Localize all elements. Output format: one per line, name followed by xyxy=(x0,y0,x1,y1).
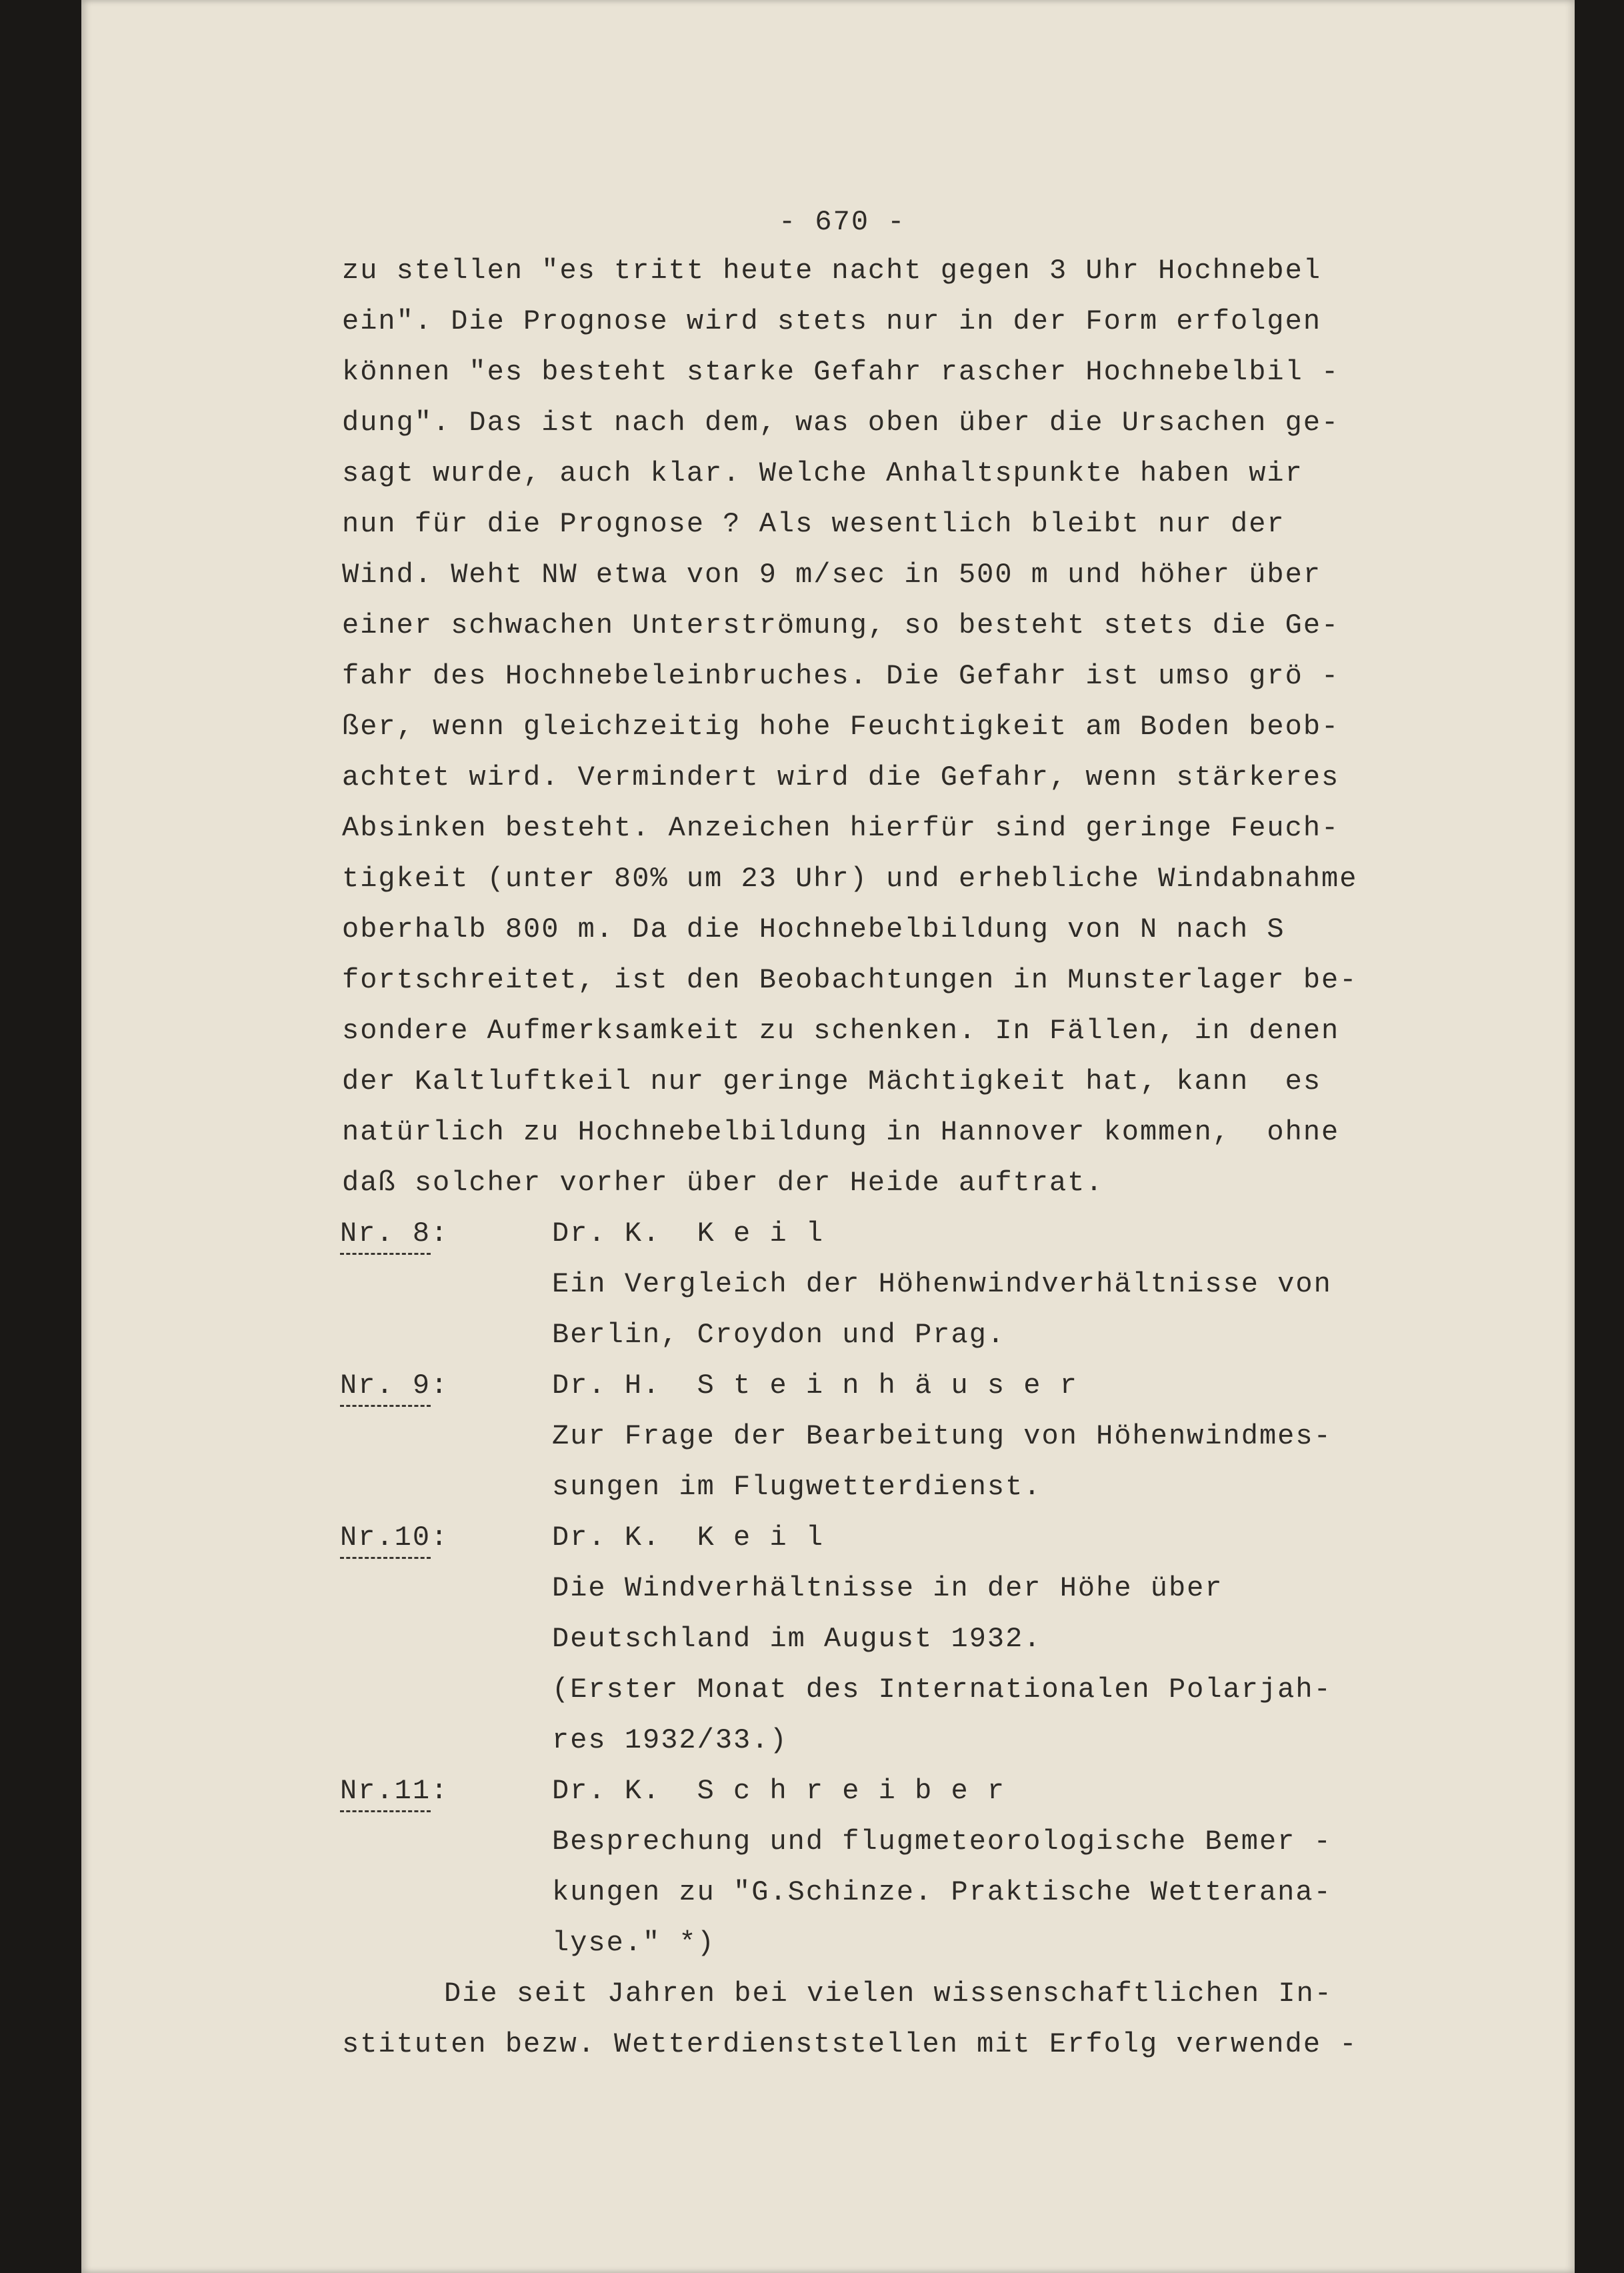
entry-colon: : xyxy=(431,1370,449,1402)
text-line: dung". Das ist nach dem, was oben über die Ursachen ge- xyxy=(342,407,1340,439)
text-line: fahr des Hochnebeleinbruches. Die Gefahr ist umso grö - xyxy=(342,660,1340,692)
text-line: sondere Aufmerksamkeit zu schenken. In Fällen, in denen xyxy=(342,1015,1340,1047)
document-page xyxy=(81,0,1575,2273)
entry-title-line: Berlin, Croydon und Prag. xyxy=(552,1319,1006,1351)
text-line: sagt wurde, auch klar. Welche Anhaltspunkte haben wir xyxy=(342,457,1303,489)
entry-title-line: res 1932/33.) xyxy=(552,1724,788,1756)
entry-number-label: Nr. 9 xyxy=(340,1372,431,1407)
text-line: daß solcher vorher über der Heide auftrat. xyxy=(342,1167,1104,1199)
text-line: natürlich zu Hochnebelbildung in Hannover kommen, ohne xyxy=(342,1116,1340,1148)
entry-title-line: Zur Frage der Bearbeitung von Höhenwindmes- xyxy=(552,1420,1332,1452)
entry-title-line: Ein Vergleich der Höhenwindverhältnisse von xyxy=(552,1268,1332,1300)
text-line: können "es besteht starke Gefahr rascher Hochnebelbil - xyxy=(342,356,1340,388)
entry-colon: : xyxy=(431,1775,449,1807)
text-line: nun für die Prognose ? Als wesentlich bleibt nur der xyxy=(342,508,1285,540)
entry-author: Dr. K. K e i l xyxy=(552,1218,825,1250)
text-line: achtet wird. Vermindert wird die Gefahr, wenn stärkeres xyxy=(342,761,1340,793)
text-line: ein". Die Prognose wird stets nur in der Form erfolgen xyxy=(342,305,1322,337)
entry-number-label: Nr.10 xyxy=(340,1524,431,1559)
entry-title-line: kungen zu "G.Schinze. Praktische Wetterana- xyxy=(552,1876,1332,1908)
entry-colon: : xyxy=(431,1522,449,1554)
text-line: fortschreitet, ist den Beobachtungen in Munsterlager be- xyxy=(342,964,1358,996)
page-number: - 670 - xyxy=(779,206,906,238)
entry-colon: : xyxy=(431,1218,449,1250)
text-line: oberhalb 800 m. Da die Hochnebelbildung von N nach S xyxy=(342,913,1285,945)
entry-author: Dr. K. S c h r e i b e r xyxy=(552,1775,1006,1807)
text-line: einer schwachen Unterströmung, so besteht stets die Ge- xyxy=(342,609,1340,641)
text-line: stituten bezw. Wetterdienststellen mit Erfolg verwende - xyxy=(342,2028,1358,2060)
text-line: Wind. Weht NW etwa von 9 m/sec in 500 m und höher über xyxy=(342,559,1322,591)
text-line: Die seit Jahren bei vielen wissenschaftlichen In- xyxy=(444,1978,1333,2010)
entry-number-label: Nr. 8 xyxy=(340,1220,431,1255)
entry-title-line: Deutschland im August 1932. xyxy=(552,1623,1042,1655)
text-line: zu stellen "es tritt heute nacht gegen 3 Uhr Hochnebel xyxy=(342,255,1322,287)
entry-title-line: lyse." *) xyxy=(552,1927,715,1959)
entry-title-line: (Erster Monat des Internationalen Polarjah- xyxy=(552,1674,1332,1706)
entry-number-label: Nr.11 xyxy=(340,1777,431,1812)
text-line: ßer, wenn gleichzeitig hohe Feuchtigkeit am Boden beob- xyxy=(342,711,1340,743)
entry-title-line: Die Windverhältnisse in der Höhe über xyxy=(552,1572,1223,1604)
entry-author: Dr. H. S t e i n h ä u s e r xyxy=(552,1370,1078,1402)
entry-title-line: Besprechung und flugmeteorologische Bemer - xyxy=(552,1826,1332,1858)
text-line: der Kaltluftkeil nur geringe Mächtigkeit hat, kann es xyxy=(342,1065,1322,1097)
entry-number xyxy=(340,1777,449,1812)
entry-number xyxy=(340,1372,449,1407)
entry-number xyxy=(340,1220,449,1255)
text-line: Absinken besteht. Anzeichen hierfür sind geringe Feuch- xyxy=(342,812,1340,844)
entry-title-line: sungen im Flugwetterdienst. xyxy=(552,1471,1042,1503)
entry-author: Dr. K. K e i l xyxy=(552,1522,825,1554)
text-line: tigkeit (unter 80% um 23 Uhr) und erhebliche Windabnahme xyxy=(342,863,1358,895)
entry-number xyxy=(340,1524,449,1559)
